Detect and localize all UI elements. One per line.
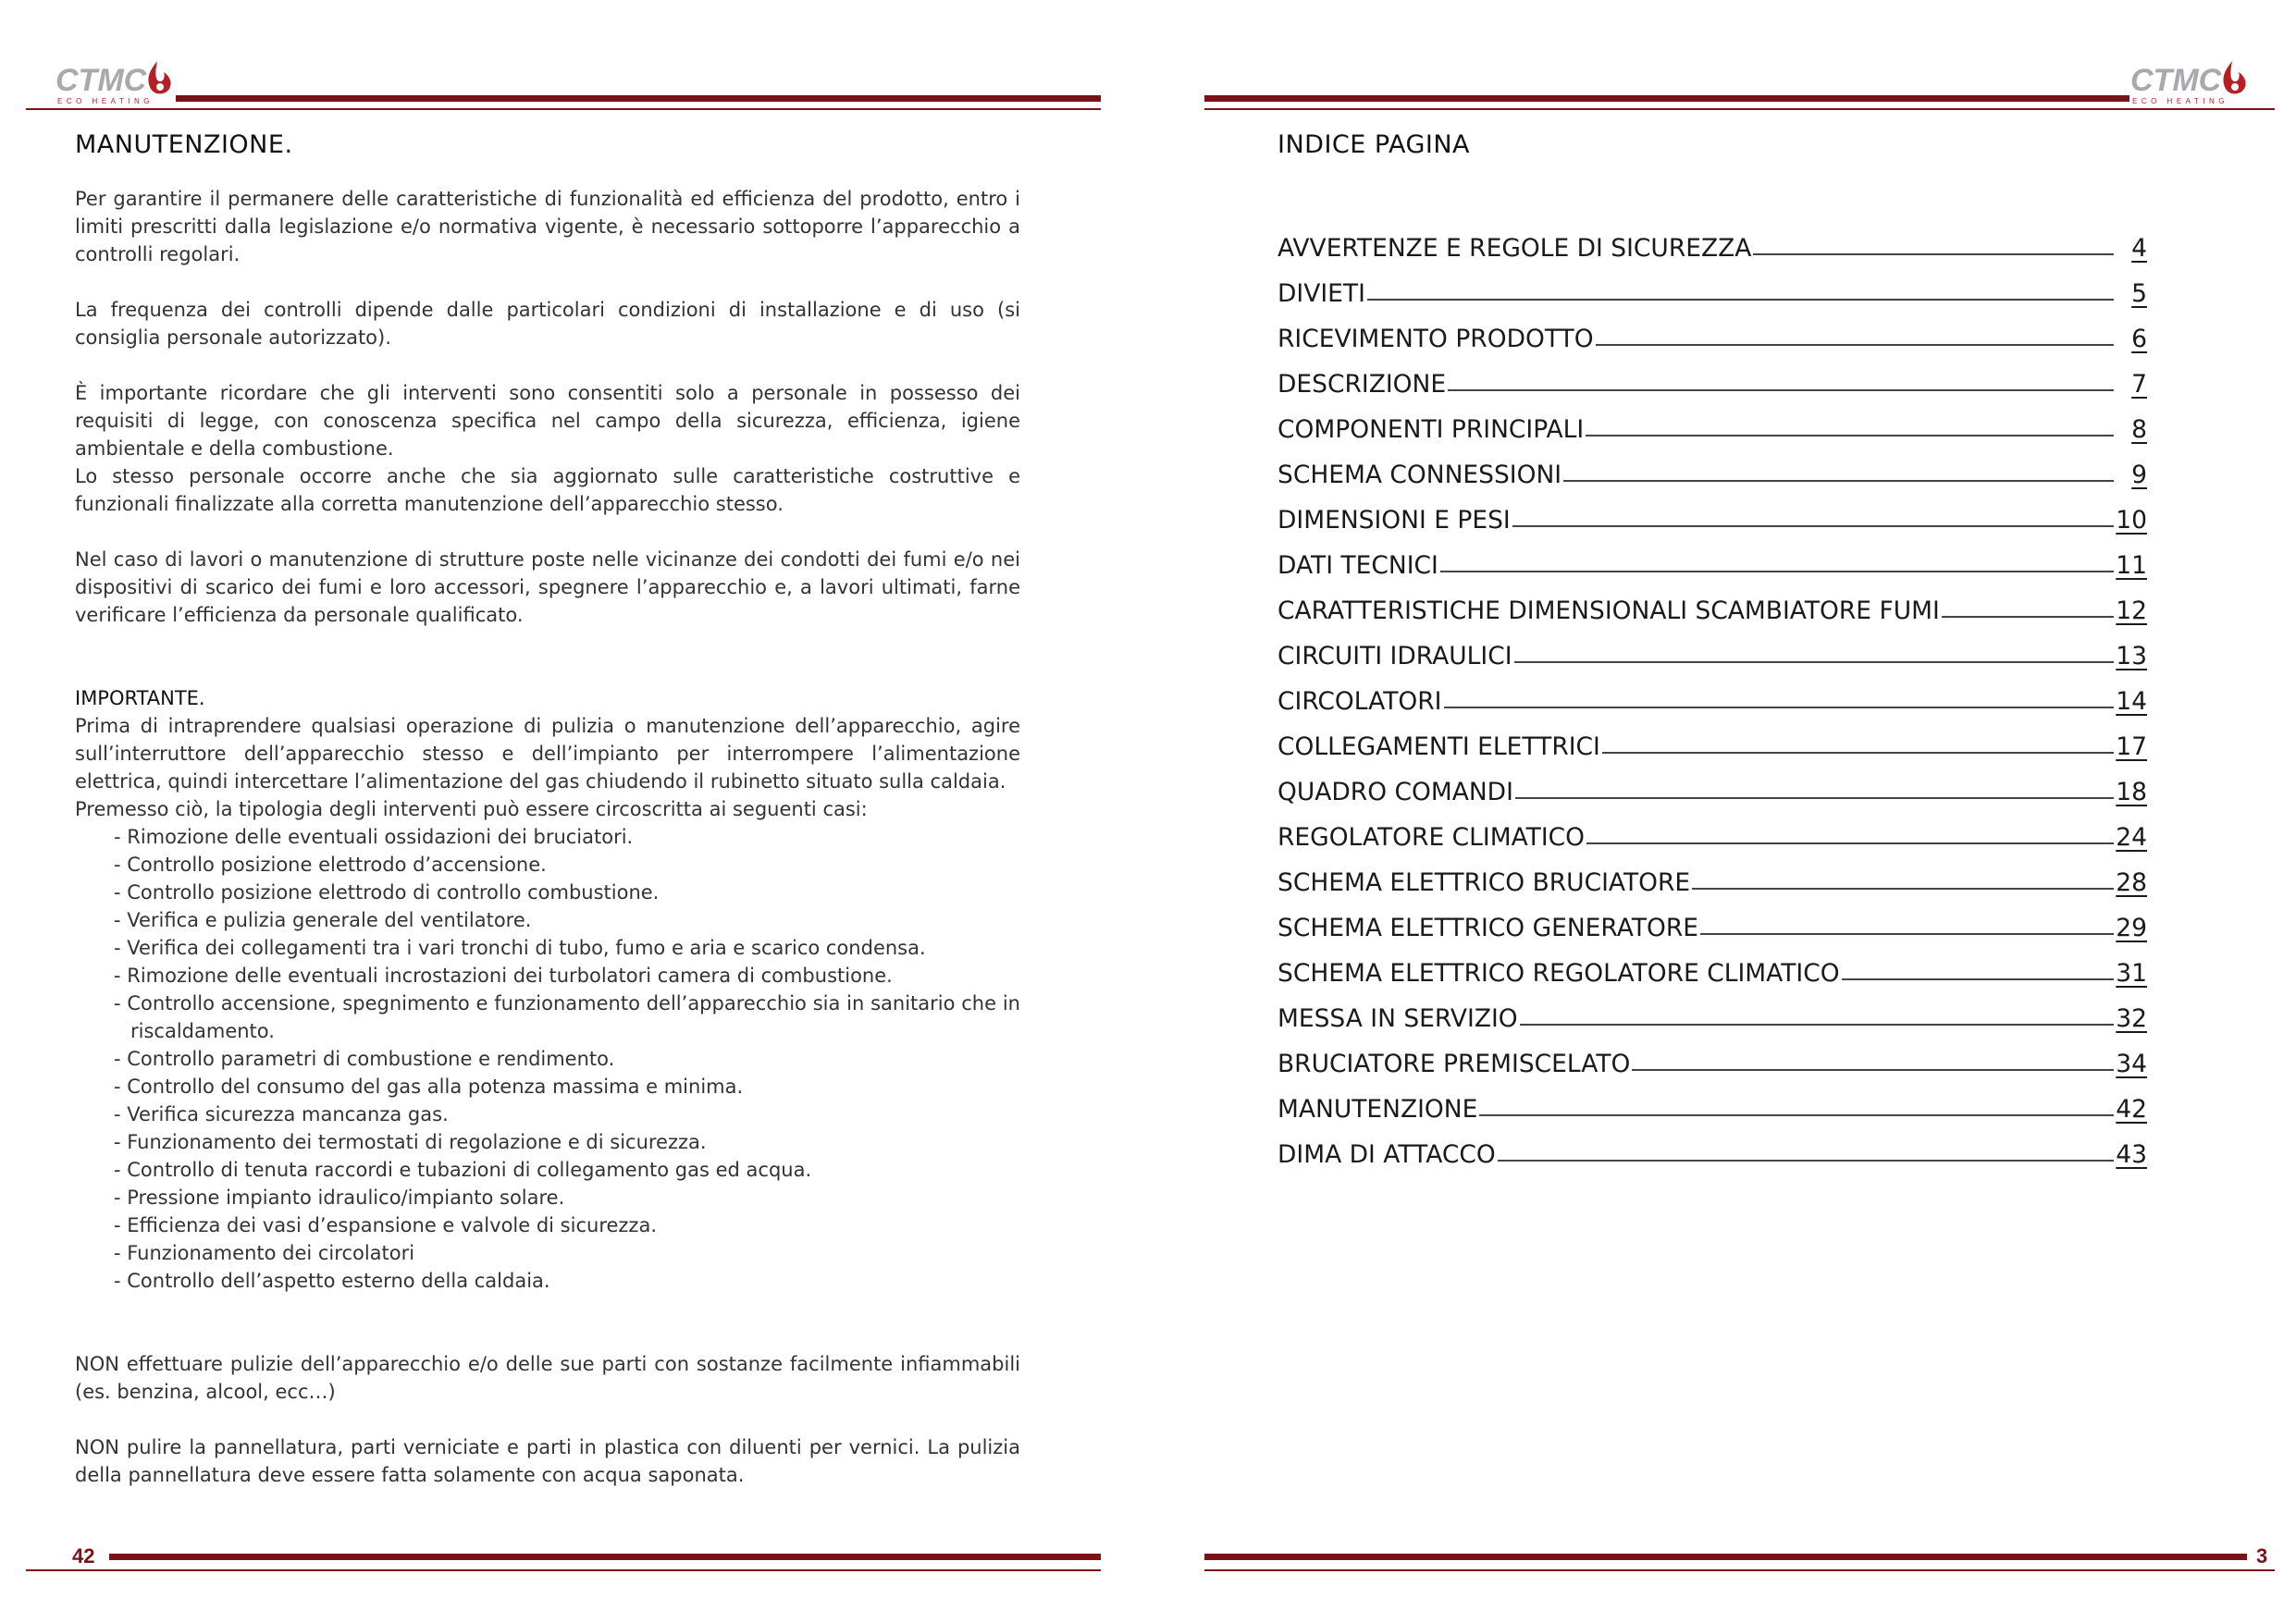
list-item: - Controllo posizione elettrodo d’accensione.: [114, 854, 547, 876]
page-title: INDICE PAGINA: [1278, 130, 1471, 159]
toc-title: DIVIETI: [1278, 279, 1365, 308]
toc-leader: [1515, 797, 2114, 799]
logo-subtext: ECO HEATING: [57, 97, 154, 105]
toc-page-number: 8: [2131, 415, 2147, 444]
toc-row[interactable]: [1278, 942, 2147, 988]
toc-title: SCHEMA ELETTRICO GENERATORE: [1278, 914, 1699, 942]
toc-page-number: 6: [2131, 325, 2147, 353]
toc-row[interactable]: [1278, 670, 2147, 716]
logo-text: CTMC: [2130, 63, 2222, 98]
paragraph: È importante ricordare che gli interventi sono consentiti solo a personale in possesso dei requisiti di legge, con conoscenza specifica nel campo della sicurezza, efficienza, igiene ambientale e della combustione.: [75, 382, 1020, 460]
ctmc-logo-left: [54, 54, 179, 107]
toc-title: COMPONENTI PRINCIPALI: [1278, 415, 1585, 444]
paragraph: Premesso ciò, la tipologia degli interventi può essere circoscritta ai seguenti casi:: [75, 798, 868, 820]
toc-row[interactable]: [1278, 1124, 2147, 1169]
paragraph: La frequenza dei controlli dipende dalle particolari condizioni di installazione e di uso (si consiglia personale autorizzato).: [75, 299, 1020, 349]
toc-leader: [1753, 253, 2114, 255]
footer-rule-thick: [1204, 1554, 2247, 1560]
toc-leader: [1700, 933, 2114, 935]
footer-rule-thin: [1204, 1569, 2275, 1571]
page-number: 3: [2256, 1544, 2268, 1568]
toc-title: RICEVIMENTO PRODOTTO: [1278, 325, 1594, 353]
flame-icon: [2223, 61, 2245, 93]
list-item: - Verifica e pulizia generale del ventilatore.: [114, 909, 532, 931]
toc-page-number: 32: [2116, 1004, 2147, 1033]
toc-page-number: 28: [2116, 868, 2147, 897]
toc-title: QUADRO COMANDI: [1278, 778, 1513, 806]
toc-page-number: 42: [2116, 1095, 2147, 1124]
toc-row[interactable]: [1278, 489, 2147, 535]
toc-page-number: 17: [2116, 732, 2147, 761]
toc-leader: [1842, 978, 2114, 980]
toc-title: AVVERTENZE E REGOLE DI SICUREZZA: [1278, 234, 1752, 263]
toc-leader: [1367, 299, 2114, 301]
toc-title: SCHEMA CONNESSIONI: [1278, 461, 1562, 489]
header-rule-thin: [26, 108, 1101, 110]
toc-page-number: 34: [2116, 1050, 2147, 1078]
toc-page-number: 5: [2131, 279, 2147, 308]
toc-leader: [1586, 842, 2114, 844]
list-item: - Controllo dell’aspetto esterno della caldaia.: [114, 1270, 550, 1292]
toc-row[interactable]: [1278, 263, 2147, 308]
paragraph: Prima di intraprendere qualsiasi operazione di pulizia o manutenzione dell’apparecchio, agire sull’interruttore dell’apparecchio stesso e dell’impianto per interrompere l’alimentazione elettrica, quindi intercettare l’alimentazione del gas chiudendo il rubinetto situato sulla caldaia.: [75, 715, 1020, 793]
toc-page-number: 14: [2116, 687, 2147, 716]
list-item: - Controllo del consumo del gas alla potenza massima e minima.: [114, 1076, 744, 1098]
toc-page-number: 11: [2116, 551, 2147, 580]
list-item: - Rimozione delle eventuali ossidazioni dei bruciatori.: [114, 826, 634, 848]
toc-row[interactable]: [1278, 217, 2147, 263]
warning-paragraph: NON effettuare pulizie dell’apparecchio e/o delle sue parti con sostanze facilmente infiammabili (es. benzina, alcool, ecc…): [75, 1353, 1020, 1403]
toc-row[interactable]: [1278, 535, 2147, 580]
list-item: - Funzionamento dei circolatori: [114, 1242, 415, 1264]
toc-title: DIMA DI ATTACCO: [1278, 1140, 1496, 1169]
toc-title: CARATTERISTICHE DIMENSIONALI SCAMBIATORE FUMI: [1278, 596, 1940, 625]
header-rule-thin: [1204, 108, 2275, 110]
toc-title: BRUCIATORE PREMISCELATO: [1278, 1050, 1631, 1078]
footer-rule-thin: [26, 1569, 1101, 1571]
table-of-contents: [1278, 217, 2147, 1169]
maintenance-text: [75, 185, 1020, 1489]
toc-leader: [1479, 1114, 2114, 1116]
toc-page-number: 7: [2131, 370, 2147, 399]
toc-row[interactable]: [1278, 625, 2147, 670]
list-item: - Verifica sicurezza mancanza gas.: [114, 1103, 449, 1125]
toc-leader: [1520, 1024, 2114, 1026]
important-title: IMPORTANTE.: [75, 687, 205, 709]
toc-row[interactable]: [1278, 444, 2147, 489]
page-title: MANUTENZIONE.: [75, 130, 293, 159]
list-item: - Controllo di tenuta raccordi e tubazioni di collegamento gas ed acqua.: [114, 1159, 812, 1181]
list-item: - Controllo parametri di combustione e rendimento.: [114, 1048, 615, 1070]
toc-leader: [1596, 344, 2114, 346]
footer-rule-thick: [109, 1554, 1101, 1560]
list-item: - Efficienza dei vasi d’espansione e valvole di sicurezza.: [114, 1214, 657, 1236]
toc-leader: [1632, 1069, 2114, 1071]
toc-title: REGOLATORE CLIMATICO: [1278, 823, 1586, 852]
ctmc-logo-right: [2129, 54, 2253, 107]
toc-page-number: 4: [2131, 234, 2147, 263]
toc-title: COLLEGAMENTI ELETTRICI: [1278, 732, 1600, 761]
toc-leader: [1498, 1160, 2114, 1162]
toc-row[interactable]: [1278, 1033, 2147, 1078]
list-item: - Controllo accensione, spegnimento e funzionamento dell’apparecchio sia in sanitario che in riscaldamento.: [114, 992, 1020, 1042]
maintenance-checklist: [75, 823, 1020, 1295]
toc-title: SCHEMA ELETTRICO REGOLATORE CLIMATICO: [1278, 959, 1840, 988]
toc-title: MESSA IN SERVIZIO: [1278, 1004, 1518, 1033]
flame-icon: [148, 61, 170, 93]
paragraph: Lo stesso personale occorre anche che sia aggiornato sulle caratteristiche costruttive e funzionali finalizzate alla corretta manutenzione dell’apparecchio stesso.: [75, 465, 1020, 515]
toc-row[interactable]: [1278, 580, 2147, 625]
toc-leader: [1444, 707, 2115, 708]
toc-row[interactable]: [1278, 897, 2147, 942]
logo-text: CTMC: [56, 63, 147, 98]
toc-row[interactable]: [1278, 308, 2147, 353]
toc-leader: [1602, 752, 2114, 754]
toc-leader: [1692, 888, 2114, 890]
toc-title: MANUTENZIONE: [1278, 1095, 1478, 1124]
list-item: - Pressione impianto idraulico/impianto solare.: [114, 1187, 565, 1209]
list-item: - Rimozione delle eventuali incrostazioni dei turbolatori camera di combustione.: [114, 965, 893, 987]
toc-title: DATI TECNICI: [1278, 551, 1438, 580]
list-item: - Funzionamento dei termostati di regolazione e di sicurezza.: [114, 1131, 707, 1153]
toc-page-number: 18: [2116, 778, 2147, 806]
warning-paragraph: NON pulire la pannellatura, parti verniciate e parti in plastica con diluenti per vernici. La pulizia della pannellatura deve essere fatta solamente con acqua saponata.: [75, 1436, 1020, 1486]
toc-page-number: 43: [2116, 1140, 2147, 1169]
paragraph: Per garantire il permanere delle caratteristiche di funzionalità ed efficienza del prodotto, entro i limiti prescritti dalla legislazione e/o normativa vigente, è necessario sottoporre l’apparecchio a controlli regolari.: [75, 188, 1020, 265]
toc-leader: [1563, 480, 2114, 482]
toc-page-number: 24: [2116, 823, 2147, 852]
toc-leader: [1514, 661, 2114, 663]
toc-row[interactable]: [1278, 806, 2147, 852]
paragraph: Nel caso di lavori o manutenzione di strutture poste nelle vicinanze dei condotti dei fumi e/o nei dispositivi di scarico dei fumi e loro accessori, spegnere l’apparecchio e, a lavori ultimati, farne verificare l’efficienza da personale qualificato.: [75, 548, 1020, 626]
toc-leader: [1586, 435, 2114, 436]
toc-page-number: 13: [2116, 642, 2147, 670]
header-rule-thick: [176, 95, 1101, 102]
page-number: 42: [72, 1544, 95, 1568]
toc-row[interactable]: [1278, 988, 2147, 1033]
toc-title: SCHEMA ELETTRICO BRUCIATORE: [1278, 868, 1691, 897]
toc-title: CIRCOLATORI: [1278, 687, 1442, 716]
toc-page-number: 29: [2116, 914, 2147, 942]
toc-leader: [1512, 525, 2114, 527]
toc-leader: [1942, 616, 2114, 618]
logo-subtext: ECO HEATING: [2132, 97, 2229, 105]
toc-page-number: 10: [2116, 506, 2147, 535]
toc-title: DIMENSIONI E PESI: [1278, 506, 1511, 535]
list-item: - Controllo posizione elettrodo di controllo combustione.: [114, 881, 660, 904]
toc-row[interactable]: [1278, 761, 2147, 806]
list-item: - Verifica dei collegamenti tra i vari tronchi di tubo, fumo e aria e scarico condensa.: [114, 937, 926, 959]
right-page: [1148, 0, 2296, 1623]
toc-row[interactable]: [1278, 353, 2147, 399]
toc-title: DESCRIZIONE: [1278, 370, 1447, 399]
toc-leader: [1440, 571, 2114, 572]
toc-page-number: 31: [2116, 959, 2147, 988]
toc-page-number: 12: [2116, 596, 2147, 625]
toc-title: CIRCUITI IDRAULICI: [1278, 642, 1512, 670]
header-rule-thick: [1204, 95, 2129, 102]
toc-page-number: 9: [2131, 461, 2147, 489]
toc-row[interactable]: [1278, 1078, 2147, 1124]
toc-row[interactable]: [1278, 399, 2147, 444]
toc-row[interactable]: [1278, 852, 2147, 897]
toc-leader: [1448, 389, 2114, 391]
toc-row[interactable]: [1278, 716, 2147, 761]
